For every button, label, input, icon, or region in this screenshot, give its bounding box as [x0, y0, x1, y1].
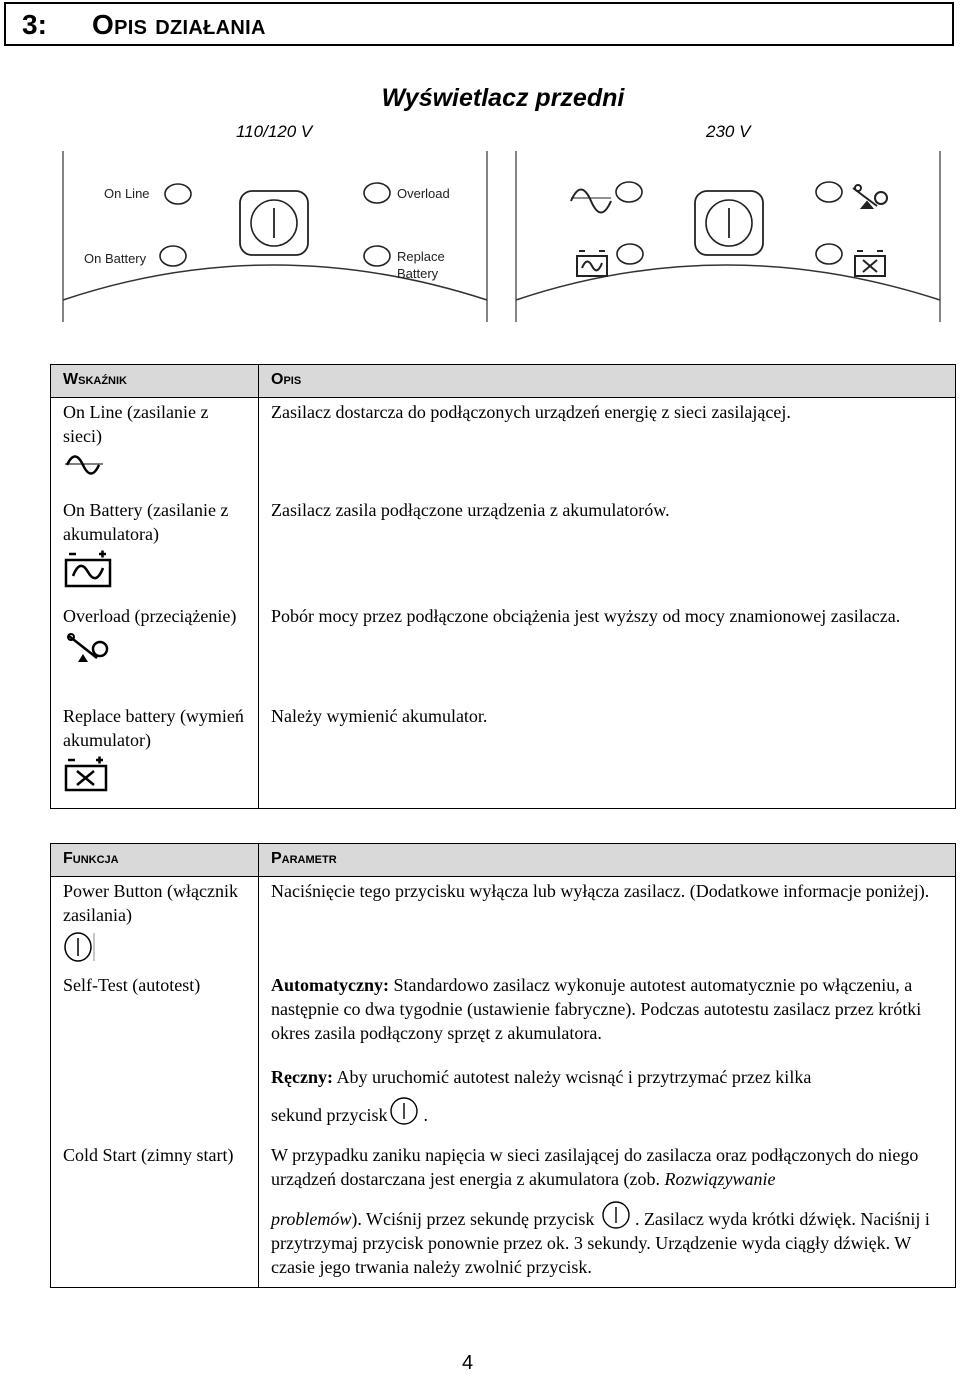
sine-wave-icon	[63, 452, 107, 478]
front-panel-110v	[62, 150, 488, 322]
coldstart-desc	[271, 1143, 943, 1279]
online-label: On Line	[104, 186, 150, 201]
selftest-manual-end: .	[423, 1105, 428, 1125]
power-button-icon	[601, 1201, 633, 1231]
function-name: Power Button (włącznik zasilania)	[63, 881, 238, 925]
indicator-overload	[63, 604, 246, 704]
function-power	[63, 879, 246, 973]
page-number: 4	[461, 1352, 474, 1374]
front-panel-230v	[515, 150, 941, 322]
sine-wave-icon	[571, 190, 611, 213]
indicator-name: On Battery (zasilanie z akumulatora)	[63, 500, 229, 544]
indicator-replace-desc: Należy wymienić akumulator.	[271, 706, 488, 726]
function-name: Cold Start (zimny start)	[63, 1145, 234, 1165]
onbattery-label: On Battery	[84, 251, 147, 266]
power-button-icon	[63, 931, 97, 963]
indicator-name: Overload (przeciążenie)	[63, 606, 237, 626]
selftest-manual-label: Ręczny:	[271, 1067, 333, 1087]
overload-led-icon	[364, 183, 390, 203]
section-number: 3:	[22, 9, 47, 40]
function-name: Self-Test (autotest)	[63, 975, 201, 995]
indicators-header-col2: Opis	[259, 365, 956, 398]
indicators-names-cell	[51, 398, 259, 809]
battery-x-icon	[63, 756, 109, 792]
power-button-icon	[389, 1097, 421, 1127]
functions-table	[50, 843, 956, 1288]
functions-header-col2: Parametr	[259, 844, 956, 877]
indicator-name: Replace battery (wymień akumulator)	[63, 706, 244, 750]
front-panel-110v-outline	[62, 150, 488, 322]
indicators-header-col1: Wskaźnik	[51, 365, 259, 398]
overload-seesaw-icon	[853, 185, 887, 208]
indicator-overload-desc: Pobór mocy przez podłączone obciążenia jest wyższy od mocy znamionowej zasilacza.	[271, 606, 901, 626]
coldstart-text-1: W przypadku zaniku napięcia w sieci zasilającej do zasilacza oraz podłączonych do niego urządzeń dostarczana jest energia z akumulatora (zob.	[271, 1145, 919, 1189]
functions-parameters-cell	[259, 877, 956, 1288]
front-panel-230v-outline	[515, 150, 941, 322]
selftest-auto-label: Automatyczny:	[271, 975, 389, 995]
section-title: Opis działania	[92, 9, 266, 40]
indicator-onbattery	[63, 498, 246, 604]
page-subtitle: Wyświetlacz przedni	[381, 84, 625, 112]
onbattery-led-icon	[160, 246, 186, 266]
functions-header-col1: Funkcja	[51, 844, 259, 877]
battery-x-icon	[855, 251, 885, 276]
indicator-online	[63, 400, 246, 498]
indicator-online-desc: Zasilacz dostarcza do podłączonych urządzeń energię z sieci zasilającej.	[271, 402, 791, 422]
overload-label: Overload	[397, 186, 450, 201]
replace-label-2: Battery	[397, 266, 439, 281]
indicators-table	[50, 364, 956, 809]
power-button-desc: Naciśnięcie tego przycisku wyłącza lub wyłącza zasilacz. (Dodatkowe informacje poniżej).	[271, 881, 930, 901]
coldstart-text-2: ). Wciśnij przez sekundę przycisk	[351, 1209, 595, 1229]
voltage-label-left: 110/120 V	[236, 122, 313, 141]
indicators-descriptions-cell	[259, 398, 956, 809]
overload-seesaw-icon	[63, 632, 109, 666]
coldstart-ref-2: problemów	[271, 1209, 352, 1229]
indicator-name: On Line (zasilanie z sieci)	[63, 402, 209, 446]
battery-sine-icon	[577, 251, 607, 276]
selftest-desc	[271, 973, 943, 1143]
selftest-auto-text: Standardowo zasilacz wykonuje autotest automatycznie po włączeniu, a następnie co dwa tygodnie (ustawienie fabryczne). Podczas autotestu zasilacz przez krótki okres zasila podłączony sprzęt z akumulatora.	[271, 975, 922, 1043]
coldstart-ref-1: Rozwiązywanie	[664, 1169, 776, 1189]
functions-names-cell	[51, 877, 259, 1288]
indicator-onbattery-desc: Zasilacz zasila podłączone urządzenia z akumulatorów.	[271, 500, 670, 520]
replace-led-icon	[364, 246, 390, 266]
battery-sine-icon	[63, 550, 113, 588]
selftest-manual-text: Aby uruchomić autotest należy wcisnąć i przytrzymać przez kilka	[336, 1067, 812, 1087]
online-led-icon	[165, 184, 191, 204]
voltage-label-right: 230 V	[706, 122, 751, 141]
selftest-manual-text-2: sekund przycisk	[271, 1105, 388, 1125]
replace-label-1: Replace	[397, 249, 445, 264]
coldstart-text-3: . Zasilacz wyda krótki dźwięk. Naciśnij i przytrzymaj przycisk ponownie przez ok. 3 sekundy. Urządzenie wyda ciągły dźwięk. W czasie jego trwania należy zwolnić przycisk.	[271, 1209, 930, 1277]
indicator-replace	[63, 704, 246, 792]
